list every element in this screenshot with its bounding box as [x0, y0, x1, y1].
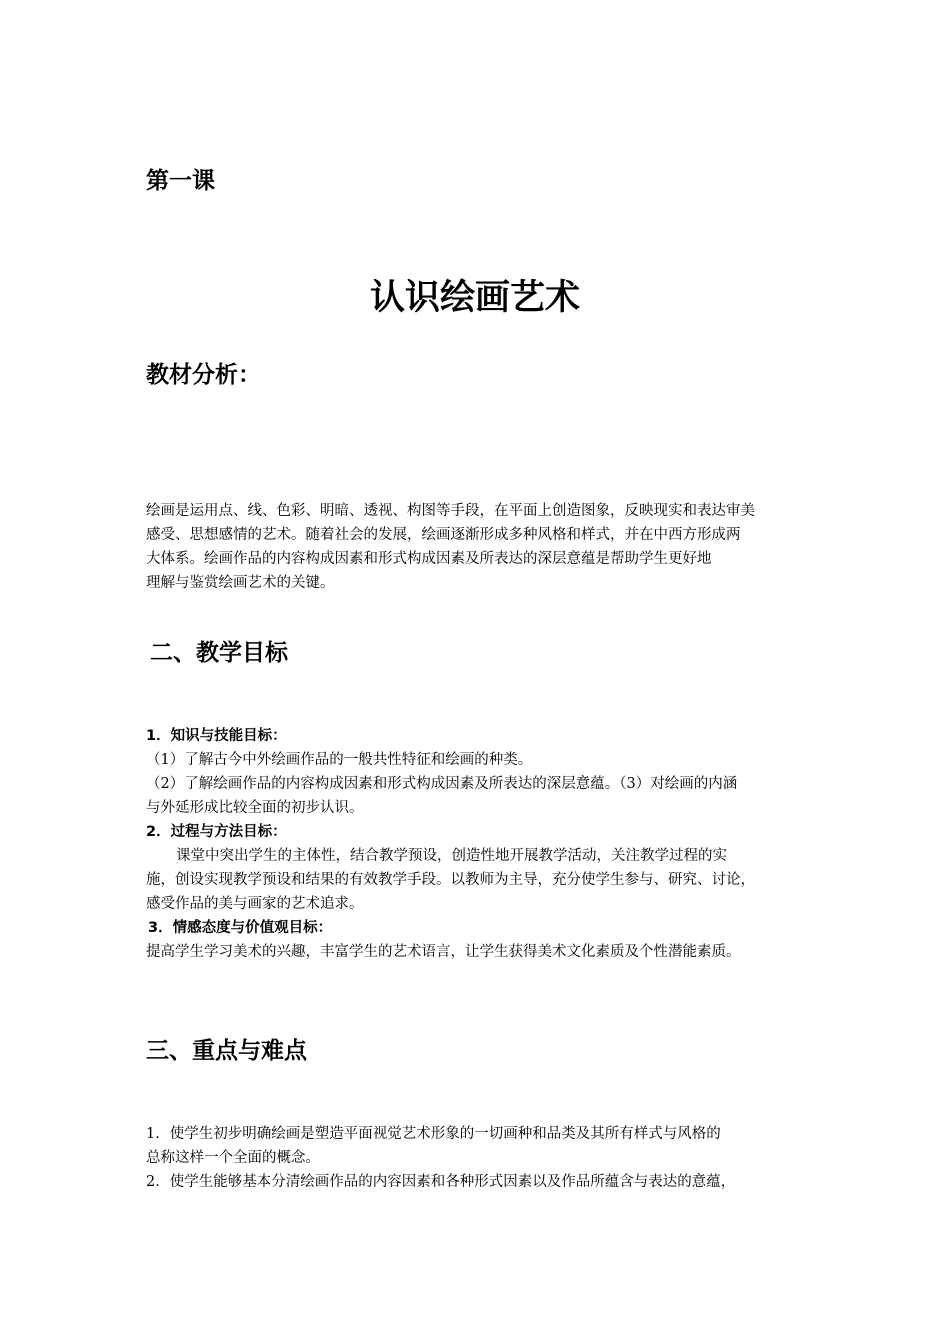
- document-title: 认识绘画艺术: [369, 278, 580, 318]
- paragraph-line: 感受、思想感情的艺术。随着社会的发展，绘画逐渐形成多种风格和样式，并在中西方形成两: [146, 527, 741, 543]
- goal-line: 感受作品的美与画家的艺术追求。: [146, 896, 364, 912]
- goal-line: 课堂中突出学生的主体性，结合教学预设，创造性地开展教学活动，关注教学过程的实: [176, 848, 727, 864]
- paragraph-line: 理解与鉴赏绘画艺术的关键。: [146, 575, 335, 591]
- lesson-label: 第一课: [146, 168, 215, 194]
- goal-title-attitude: 3．情感态度与价值观目标：: [148, 920, 333, 936]
- key-point-line: 1．使学生初步明确绘画是塑造平面视觉艺术形象的一切画种和品类及其所有样式与风格的: [146, 1126, 721, 1142]
- key-point-line: 2．使学生能够基本分清绘画作品的内容因素和各种形式因素以及作品所蕴含与表达的意蕴，: [146, 1174, 736, 1190]
- paragraph-line: 绘画是运用点、线、色彩、明暗、透视、构图等手段，在平面上创造图象，反映现实和表达审美: [146, 503, 755, 519]
- key-points-block: [146, 1122, 816, 1194]
- analysis-paragraph: [146, 499, 816, 595]
- paragraph-line: 大体系。绘画作品的内容构成因素和形式构成因素及所表达的深层意蕴是帮助学生更好地: [146, 551, 712, 567]
- section-heading-goals: 二、教学目标: [150, 640, 288, 666]
- goal-line: 与外延形成比较全面的初步认识。: [146, 800, 364, 816]
- goal-line: （1）了解古今中外绘画作品的一般共性特征和绘画的种类。: [146, 752, 533, 768]
- goal-line: 施，创设实现教学预设和结果的有效教学手段。以教师为主导，充分使学生参与、研究、讨论，: [146, 872, 755, 888]
- section-heading-key-points: 三、重点与难点: [146, 1038, 307, 1064]
- goal-line: （2）了解绘画作品的内容构成因素和形式构成因素及所表达的深层意蕴。（3）对绘画的内涵: [146, 776, 738, 792]
- section-heading-analysis: 教材分析：: [146, 362, 261, 388]
- goal-title-process: 2．过程与方法目标：: [146, 824, 287, 840]
- goal-line: 提高学生学习美术的兴趣，丰富学生的艺术语言，让学生获得美术文化素质及个性潜能素质。: [146, 944, 741, 960]
- key-point-line: 总称这样一个全面的概念。: [146, 1150, 320, 1166]
- goals-block: [146, 724, 816, 964]
- goal-title-knowledge: 1．知识与技能目标：: [146, 728, 287, 744]
